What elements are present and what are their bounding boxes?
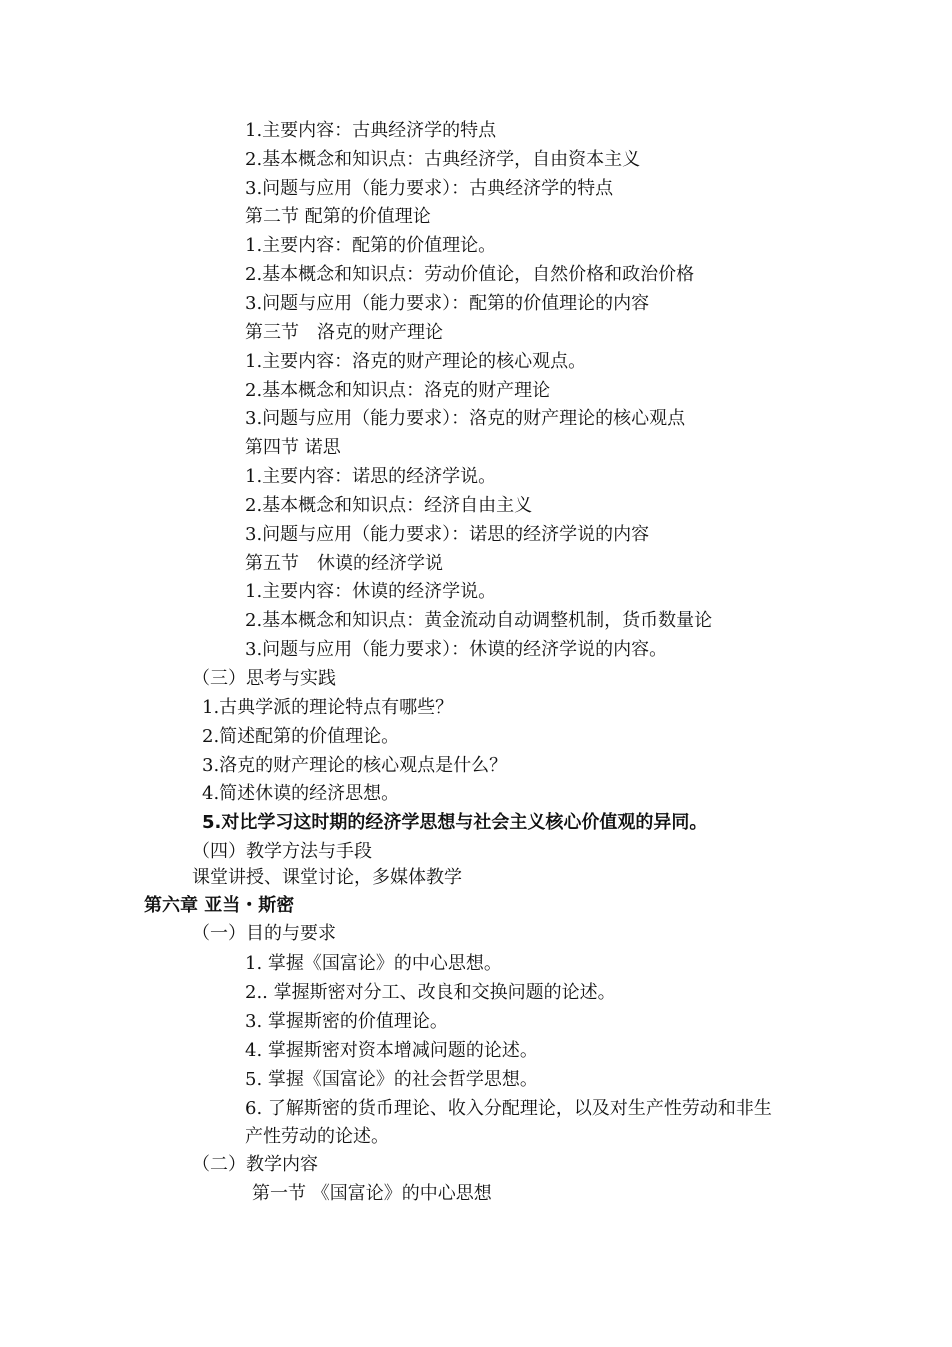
item-concepts-north: 2.基本概念和知识点：经济自由主义 (245, 495, 533, 516)
subsection-teaching-methods: （四）教学方法与手段 (192, 841, 372, 862)
section-heading-hume: 第五节 休谟的经济学说 (245, 553, 443, 574)
item-application-classical: 3.问题与应用（能力要求）：古典经济学的特点 (245, 178, 614, 199)
item-concepts-locke: 2.基本概念和知识点：洛克的财产理论 (245, 380, 551, 401)
subsection-thinking-practice: （三）思考与实践 (192, 668, 336, 689)
item-application-locke: 3.问题与应用（能力要求）：洛克的财产理论的核心观点 (245, 408, 686, 429)
item-concepts-classical: 2.基本概念和知识点：古典经济学，自由资本主义 (245, 149, 641, 170)
question-3: 3.洛克的财产理论的核心观点是什么？ (202, 755, 508, 776)
objective-3: 3. 掌握斯密的价值理论。 (245, 1011, 448, 1032)
section-heading-north: 第四节 诺思 (245, 437, 341, 458)
objective-2: 2.. 掌握斯密对分工、改良和交换问题的论述。 (245, 982, 616, 1003)
item-concepts-hume: 2.基本概念和知识点：黄金流动自动调整机制，货币数量论 (245, 610, 713, 631)
question-5-bold: 5.对比学习这时期的经济学思想与社会主义核心价值观的异同。 (202, 812, 708, 833)
subsection-objectives: （一）目的与要求 (192, 923, 336, 944)
item-concepts-petty: 2.基本概念和知识点：劳动价值论，自然价格和政治价格 (245, 264, 695, 285)
item-application-north: 3.问题与应用（能力要求）：诺思的经济学说的内容 (245, 524, 650, 545)
item-main-content-north: 1.主要内容：诺思的经济学说。 (245, 466, 497, 487)
section-heading-locke: 第三节 洛克的财产理论 (245, 322, 443, 343)
item-application-petty: 3.问题与应用（能力要求）：配第的价值理论的内容 (245, 293, 650, 314)
question-1: 1.古典学派的理论特点有哪些？ (202, 697, 454, 718)
question-2: 2.简述配第的价值理论。 (202, 726, 400, 747)
item-application-hume: 3.问题与应用（能力要求）：休谟的经济学说的内容。 (245, 639, 668, 660)
objective-5: 5. 掌握《国富论》的社会哲学思想。 (245, 1069, 538, 1090)
question-4: 4.简述休谟的经济思想。 (202, 783, 400, 804)
teaching-methods-text: 课堂讲授、课堂讨论，多媒体教学 (192, 867, 462, 888)
objective-1: 1. 掌握《国富论》的中心思想。 (245, 953, 502, 974)
section-heading-petty: 第二节 配第的价值理论 (245, 206, 431, 227)
item-main-content-petty: 1.主要内容：配第的价值理论。 (245, 235, 497, 256)
objective-6-continued: 产性劳动的论述。 (245, 1126, 389, 1147)
objective-6: 6. 了解斯密的货币理论、收入分配理论，以及对生产性劳动和非生 (245, 1098, 772, 1119)
objective-4: 4. 掌握斯密对资本增减问题的论述。 (245, 1040, 538, 1061)
chapter-6-heading: 第六章 亚当・斯密 (144, 895, 295, 916)
item-main-content-locke: 1.主要内容：洛克的财产理论的核心观点。 (245, 351, 587, 372)
item-main-content-classical: 1.主要内容：古典经济学的特点 (245, 120, 497, 141)
item-main-content-hume: 1.主要内容：休谟的经济学说。 (245, 581, 497, 602)
section-heading-wealth-of-nations: 第一节 《国富论》的中心思想 (252, 1183, 492, 1204)
subsection-teaching-content: （二）教学内容 (192, 1154, 318, 1175)
